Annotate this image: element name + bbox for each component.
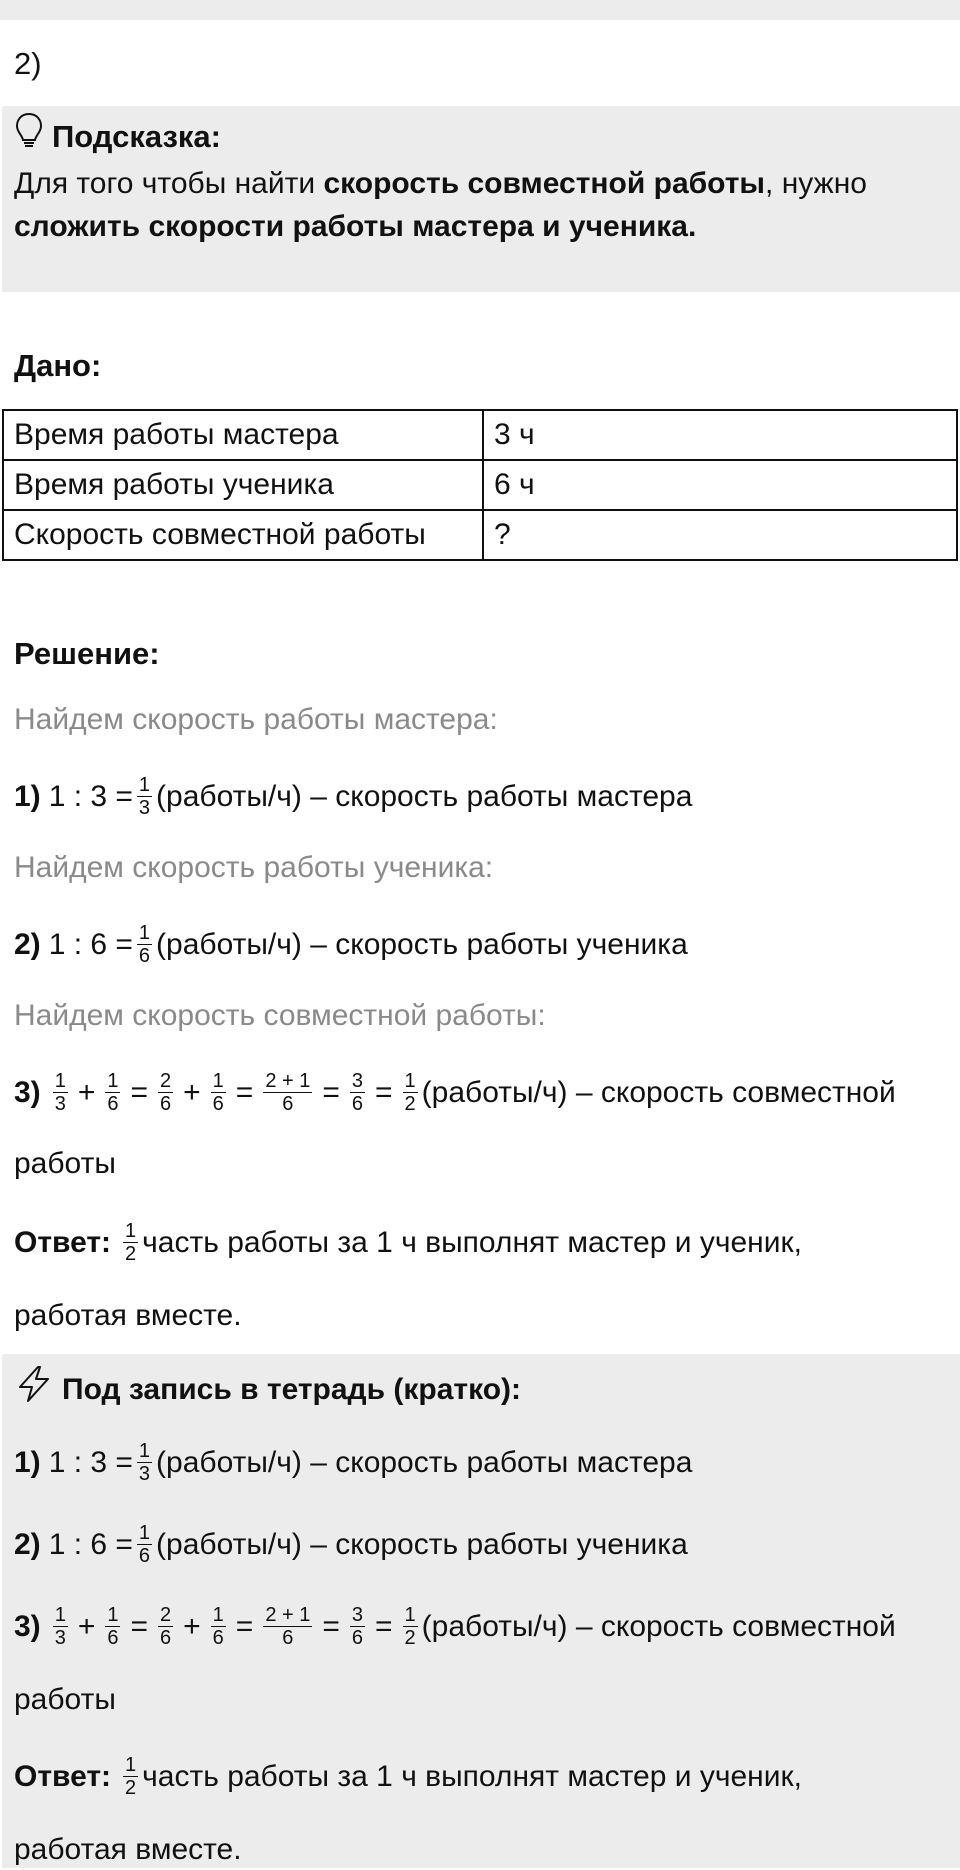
answer-wrap: работая вместе. [14,1299,242,1332]
solution-step-3: 3) $\frac{1}{3}$ + $\frac{1}{6}$ = $\frac{2}{6}$ + $\frac{1}{6}$ = $\frac{2 + 1}{6}$ = $\frac{3}{6}$ = $\frac{1}{2}$ (работы/ч) – скорость совместной [14,1070,896,1115]
solution-step-2: 2) 1 : 6 = $\frac{1}{6}$ (работы/ч) – скорость работы ученика [14,922,688,967]
fraction: $\frac{1}{6}$ [138,922,151,967]
given-label: Время работы ученика [3,460,483,510]
table-row [3,410,957,460]
given-table [2,409,958,561]
notebook-title: Под запись в тетрадь (кратко): [62,1372,522,1406]
fraction: $\frac{2}{6}$ [160,1070,172,1115]
fraction: $\frac{1}{2}$ [404,1070,416,1115]
solution-note: Найдем скорость совместной работы: [14,999,546,1032]
fraction: $\frac{1}{3}$ [138,774,151,819]
given-value: ? [483,510,957,560]
notebook-step-1: 1) 1 : 3 = $\frac{1}{3}$ (работы/ч) – скорость работы мастера [14,1440,693,1485]
fraction: $\frac{1}{6}$ [212,1604,224,1649]
fraction: $\frac{1}{2}$ [404,1604,416,1649]
answer-line: Ответ: $\frac{1}{2}$ часть работы за 1 ч выполнят мастер и ученик, [14,1220,802,1265]
given-label: Время работы мастера [3,410,483,460]
notebook-step-3-wrap: работы [14,1683,116,1716]
notebook-header [14,1364,521,1415]
solution-note: Найдем скорость работы мастера: [14,703,498,736]
fraction: $\frac{1}{2}$ [125,1754,137,1799]
fraction: $\frac{1}{6}$ [107,1604,119,1649]
task-number: 2) [14,46,42,81]
fraction: $\frac{1}{3}$ [54,1070,66,1115]
top-divider-bar [0,0,960,20]
given-label: Скорость совместной работы [3,510,483,560]
fraction: $\frac{1}{2}$ [125,1220,137,1265]
fraction: $\frac{1}{6}$ [107,1070,119,1115]
fraction: $\frac{3}{6}$ [351,1604,364,1649]
hint-title: Подсказка: [52,118,221,154]
solution-title: Решение: [14,636,160,671]
fraction: $\frac{2}{6}$ [160,1604,172,1649]
fraction: $\frac{1}{3}$ [138,1440,151,1485]
hint-text: Для того чтобы найти скорость совместной работы, нужно сложить скорости работы мастера и ученика. [14,167,867,243]
given-value: 3 ч [483,410,957,460]
lightning-icon [14,1364,54,1415]
lightbulb-icon [14,112,44,161]
table-row [3,460,957,510]
fraction: $\frac{2 + 1}{6}$ [265,1070,311,1115]
fraction: $\frac{1}{6}$ [212,1070,224,1115]
solution-note: Найдем скорость работы ученика: [14,851,494,884]
notebook-answer: Ответ: $\frac{1}{2}$ часть работы за 1 ч выполнят мастер и ученик, [14,1754,802,1799]
notebook-step-3: 3) $\frac{1}{3}$ + $\frac{1}{6}$ = $\frac{2}{6}$ + $\frac{1}{6}$ = $\frac{2 + 1}{6}$ = $\frac{3}{6}$ = $\frac{1}{2}$ (работы/ч) – скорость совместной [14,1604,896,1649]
notebook-step-2: 2) 1 : 6 = $\frac{1}{6}$ (работы/ч) – скорость работы ученика [14,1522,688,1567]
fraction: $\frac{1}{6}$ [138,1522,151,1567]
notebook-answer-wrap: работая вместе. [14,1833,242,1866]
fraction: $\frac{2 + 1}{6}$ [265,1604,311,1649]
fraction: $\frac{3}{6}$ [351,1070,364,1115]
given-title: Дано: [14,348,102,383]
fraction: $\frac{1}{3}$ [54,1604,66,1649]
solution-step-3-wrap: работы [14,1147,116,1180]
hint-header [14,112,221,161]
given-value: 6 ч [483,460,957,510]
solution-step-1: 1) 1 : 3 = $\frac{1}{3}$ (работы/ч) – скорость работы мастера [14,774,693,819]
table-row [3,510,957,560]
